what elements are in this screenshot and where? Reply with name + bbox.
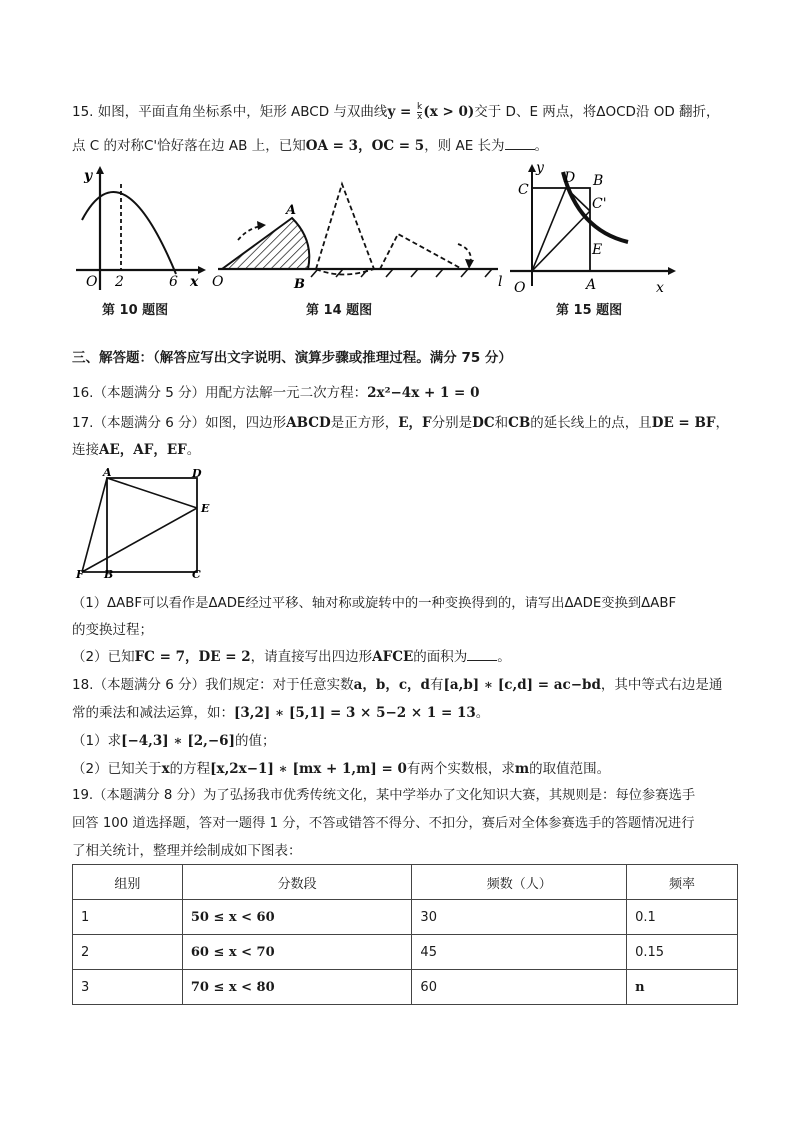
q17-text-d: 和 [494,415,509,431]
q19-line-2: 回答 100 道选择题，答对一题得 1 分，不答或错答不得分、不扣分，赛后对全体参赛选手的答题情况进行 [72,816,695,831]
q18-math-1: a，b，c，d [353,677,430,693]
q17-text-f: ， [715,415,729,431]
fig17-label-e: E [201,502,210,515]
q17-p2-text-c: 的面积为 [413,649,468,665]
q16-line [72,381,479,401]
fig15-segment-oc-prime [532,211,590,271]
fig14-sector-shaded [222,218,309,269]
fig10-label-6: 6 [169,274,178,290]
fig15-label-b: B [593,173,604,189]
q18-text-d: 常的乘法和减法运算，如： [72,705,234,721]
table-cell: 50 ≤ x < 60 [182,900,412,935]
table-row [73,935,738,970]
table-header: 频数（人） [412,865,627,900]
q17-text-e: 的延长线上的点，且 [530,415,652,431]
q17-p2-math-1: FC = 7，DE = 2 [134,649,251,665]
q17-text-h: 。 [186,442,201,458]
answer-blank [505,137,535,150]
table-cell: 0.15 [627,935,738,970]
fig17-label-f: F [76,568,84,581]
q17-text-c: 分别是 [431,415,473,431]
q15-text-1: 15. 如图，平面直角坐标系中，矩形 ABCD 与双曲线 [72,104,388,120]
q15-fraction-den: x [417,111,423,122]
fig15-y-arrow [528,164,536,172]
table-header: 频率 [627,865,738,900]
table-cell: 2 [73,935,183,970]
q17-math-6: AE，AF，EF [99,442,187,458]
section-3-heading: 三、解答题：（解答应写出文字说明、演算步骤或推理过程。满分 75 分） [72,350,512,366]
figure-10-parabola [70,162,210,292]
q15-formula-cond: (x > 0) [423,104,475,120]
q17-p2-math-2: AFCE [372,649,414,665]
frequency-table [72,864,738,1005]
q17-part1-line-2: 的变换过程； [72,622,153,638]
q18-p2-text-d: 的取值范围。 [529,761,611,777]
q15-fraction-num: k [417,101,423,112]
table-cell: n [627,970,738,1005]
table-cell: 0.1 [627,900,738,935]
q17-math-5: DE = BF [651,415,716,431]
q18-p2-text-c: 有两个实数根，求 [406,761,515,777]
fig14-label-a: A [286,203,297,218]
q17-math-2: E，F [398,415,432,431]
q18-p1-text-a: （1）求 [72,733,122,749]
table-header: 组别 [73,865,183,900]
q18-p1-text-b: 的值； [234,733,276,749]
q15-formula-y: y = [387,104,416,120]
fig10-parabola-curve [82,192,176,274]
fig15-x-arrow [668,267,676,275]
q17-math-3: DC [472,415,495,431]
q17-part1-line-1: （1）ΔABF可以看作是ΔADE经过平移、轴对称或旋转中的一种变换得到的，请写出ΔADE变换到ΔABF [72,596,677,611]
q17-text-a: 17.（本题满分 6 分）如图，四边形 [72,415,287,431]
q15-text-2b: ，则 AE 长为 [424,138,505,154]
q16-text: 16.（本题满分 5 分）用配方法解一元二次方程： [72,385,368,401]
fig17-segment-ae [107,478,197,508]
fig15-label-d: D [564,170,576,186]
fig17-label-a: A [103,466,112,479]
q17-p2-text-d: 。 [497,649,511,665]
fig17-label-c: C [192,568,201,581]
fig10-label-x: x [190,274,199,290]
fig15-label-x: x [656,280,664,296]
table-cell: 45 [412,935,627,970]
fig17-label-d: D [192,467,202,480]
fig14-caption: 第 14 题图 [306,303,373,318]
table-row [73,970,738,1005]
q15-line-1 [72,100,720,122]
fig17-segment-fe [82,508,197,572]
q17-p2-text-b: ，请直接写出四边形 [250,649,373,665]
figure-17-square [72,466,222,581]
fig15-segment-od [532,188,566,271]
q17-math-4: CB [508,415,531,431]
fig15-label-a: A [586,277,597,293]
q17-line-2 [72,438,200,458]
q15-text-2: 点 C 的对称C'恰好落在边 AB 上，已知 [72,138,306,154]
fig17-segment-af [82,478,107,572]
table-cell: 3 [73,970,183,1005]
q17-line-1 [72,411,729,431]
q18-text-b: 有 [430,677,444,693]
fig14-label-o: O [212,274,224,290]
q18-p2-math-1: x [161,761,170,777]
fig17-label-b: B [104,568,114,581]
q18-p1-math: [−4,3] ∗ [2,−6] [121,733,235,749]
fig10-label-2: 2 [115,274,124,290]
q17-math-1: ABCD [286,415,331,431]
q18-text-a: 18.（本题满分 6 分）我们规定：对于任意实数 [72,677,354,693]
fig15-caption: 第 15 题图 [556,303,623,318]
fig14-ground-hatch [311,269,492,277]
figure-15-rectangle-hyperbola [506,158,678,298]
q15-text-1b: 交于 D、E 两点，将ΔOCD沿 OD 翻折， [474,104,720,120]
q15-math: OA = 3，OC = 5 [305,138,425,154]
q15-text-2c: 。 [534,138,549,154]
q19-line-1: 19.（本题满分 8 分）为了弘扬我市优秀传统文化，某中学举办了文化知识大赛，其规则是：每位参赛选手 [72,788,696,803]
q18-p2-math-2: [x,2x−1] ∗ [mx + 1,m] = 0 [210,761,407,777]
q18-text-c: ，其中等式右边是通 [600,677,723,693]
fig15-label-e: E [592,242,603,258]
fig14-label-b: B [294,277,305,292]
fig15-label-c-prime: C' [592,196,607,212]
fig10-y-arrow [96,166,104,174]
figure-14-rolling-sector [208,170,508,292]
fig15-label-o: O [514,280,526,296]
table-row [73,900,738,935]
q15-line-2 [72,134,548,154]
q16-equation: 2x²−4x + 1 = 0 [367,385,480,401]
fig14-label-l: l [498,274,503,290]
table-cell: 1 [73,900,183,935]
fig14-sector-dashed-1 [316,184,374,269]
q17-p2-text-a: （2）已知 [72,649,135,665]
fig17-square-abcd [107,478,197,572]
fig10-caption: 第 10 题图 [102,303,169,318]
q18-math-2: [a,b] ∗ [c,d] = ac−bd [443,677,601,693]
q18-part1-line [72,729,275,749]
table-header-row [73,865,738,900]
q18-text-e: 。 [475,705,490,721]
fig15-label-c: C [518,182,529,198]
q18-math-3: [3,2] ∗ [5,1] = 3 × 5−2 × 1 = 13 [234,705,476,721]
answer-blank [467,648,497,661]
q17-text-b: 是正方形， [330,415,399,431]
fig15-label-y: y [536,160,544,176]
table-cell: 70 ≤ x < 80 [182,970,412,1005]
table-cell: 60 ≤ x < 70 [182,935,412,970]
fig14-sector-dashed-2 [380,234,462,269]
q19-line-3: 了相关统计，整理并绘制成如下图表： [72,843,302,859]
q17-part2-line [72,645,511,665]
table-cell: 30 [412,900,627,935]
q17-text-g: 连接 [72,442,99,458]
q18-p2-text-b: 的方程 [169,761,211,777]
fig10-x-arrow [198,266,206,274]
table-header: 分数段 [182,865,412,900]
fig10-label-o: O [86,274,98,290]
q18-p2-text-a: （2）已知关于 [72,761,162,777]
fig10-label-y: y [84,168,93,184]
q18-part2-line [72,757,610,777]
q18-line-1 [72,673,722,693]
q15-fraction [417,103,422,122]
q18-p2-math-3: m [514,761,530,777]
q18-line-2 [72,701,489,721]
table-cell: 60 [412,970,627,1005]
